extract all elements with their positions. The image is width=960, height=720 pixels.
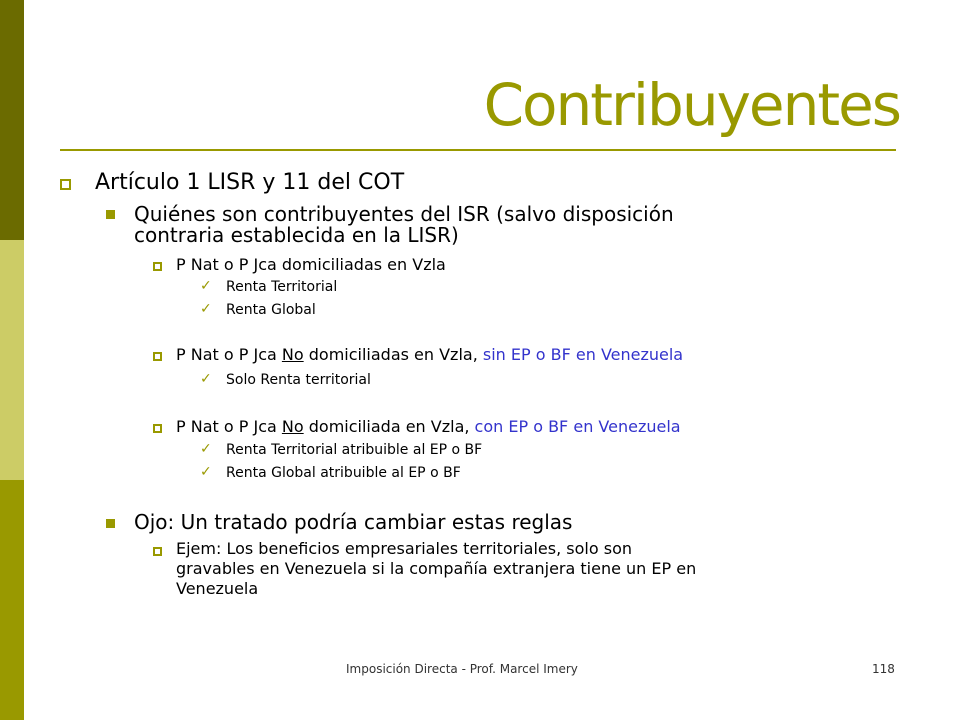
checkmark-icon: ✓ (200, 278, 212, 294)
title-divider (60, 149, 896, 151)
left-stripe-bottom (0, 480, 24, 720)
bullet-l3-ejem-cont: gravables en Venezuela si la compañía extranjera tiene un EP en (176, 559, 697, 578)
bullet-l4-g1-item: Renta Territorial (226, 279, 338, 295)
page-number: 118 (872, 662, 895, 676)
hollow-square-bullet-icon (153, 547, 162, 556)
bullet-l2-ojo: Ojo: Un tratado podría cambiar estas reglas (134, 510, 573, 534)
bullet-l2-quienes: Quiénes son contribuyentes del ISR (salvo disposición (134, 202, 674, 226)
hollow-square-bullet-icon (153, 262, 162, 271)
bullet-l1: Artículo 1 LISR y 11 del COT (95, 170, 405, 195)
hollow-square-bullet-icon (60, 179, 71, 190)
left-stripe-middle (0, 240, 24, 480)
bullet-l3-ejem-cont: Venezuela (176, 579, 259, 598)
bullet-l3-g3: P Nat o P Jca No domiciliada en Vzla, con EP o BF en Venezuela (176, 417, 681, 436)
hollow-square-bullet-icon (153, 424, 162, 433)
hollow-square-bullet-icon (153, 352, 162, 361)
bullet-l4-g2-item: Solo Renta territorial (226, 372, 371, 388)
bullet-l2-quienes-cont: contraria establecida en la LISR) (134, 223, 459, 247)
bullet-l4-g1-item: Renta Global (226, 302, 316, 318)
filled-square-bullet-icon (106, 519, 115, 528)
left-stripe-top (0, 0, 24, 240)
checkmark-icon: ✓ (200, 464, 212, 480)
bullet-l3-g1: P Nat o P Jca domiciliadas en Vzla (176, 255, 446, 274)
bullet-l4-g3-item: Renta Territorial atribuible al EP o BF (226, 442, 483, 458)
bullet-l3-ejem: Ejem: Los beneficios empresariales territoriales, solo son (176, 539, 632, 558)
footer-text: Imposición Directa - Prof. Marcel Imery (346, 662, 578, 676)
checkmark-icon: ✓ (200, 301, 212, 317)
checkmark-icon: ✓ (200, 371, 212, 387)
checkmark-icon: ✓ (200, 441, 212, 457)
slide-title: Contribuyentes (483, 71, 900, 139)
bullet-l4-g3-item: Renta Global atribuible al EP o BF (226, 465, 461, 481)
filled-square-bullet-icon (106, 210, 115, 219)
bullet-l3-g2: P Nat o P Jca No domiciliadas en Vzla, sin EP o BF en Venezuela (176, 345, 684, 364)
